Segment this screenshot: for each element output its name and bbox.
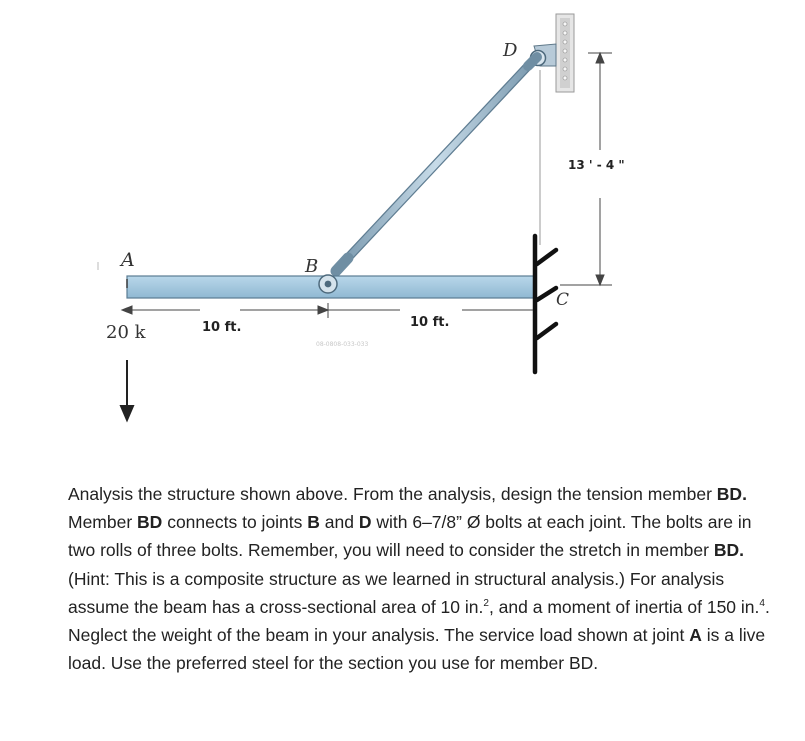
- problem-text: with 6–7/8” Ø bolts at each joint. The bolts are in two rolls of three bolts. Remember, you will need to consider the stretch in member: [68, 512, 752, 561]
- joint-ref: A: [689, 625, 702, 646]
- joint-ref: B: [307, 512, 320, 533]
- member-ref: BD.: [713, 540, 744, 561]
- span-dimensions: [122, 303, 533, 318]
- member-ref: BD.: [716, 484, 747, 504]
- load-label: 20 k: [106, 322, 146, 343]
- problem-text: (Hint: This is a composite structure as we learned in structural analysis.) For analysis assume the beam has a cross-sectional area of 10 in.: [68, 568, 725, 617]
- problem-text: Member: [68, 512, 138, 533]
- joint-a-label: A: [121, 249, 135, 271]
- problem-text: and: [319, 512, 359, 533]
- problem-text: is a live load. Use the preferred steel for the section you use for member BD.: [68, 625, 766, 674]
- joint-d-label: D: [503, 40, 518, 61]
- span-ab-label: 10 ft.: [202, 320, 242, 335]
- problem-text: connects to joints: [162, 512, 308, 533]
- joint-ref: D: [358, 512, 372, 533]
- pin-joint-b: [319, 275, 337, 293]
- member-bd: [336, 57, 537, 271]
- wall-plate-d: [556, 14, 574, 92]
- problem-text: , and a moment of inertia of 150 in.: [488, 596, 760, 617]
- joint-c-label: C: [556, 290, 570, 310]
- span-bc-label: 10 ft.: [410, 315, 450, 330]
- exponent: 4: [759, 597, 765, 609]
- problem-statement: [68, 480, 780, 677]
- height-label: 13 ' - 4 ": [568, 158, 625, 172]
- problem-text: . Neglect the weight of the beam in your analysis. The service load shown at joint: [68, 596, 770, 646]
- problem-text: Analysis the structure shown above. From the analysis, design the tension member: [68, 484, 717, 504]
- joint-b-label: B: [305, 256, 319, 277]
- load-arrow: [121, 360, 133, 420]
- fixed-support-c: [535, 236, 556, 372]
- exponent: 2: [483, 597, 489, 609]
- faded-note: 08-0808-033-033: [316, 341, 369, 348]
- member-ref: BD: [137, 512, 163, 533]
